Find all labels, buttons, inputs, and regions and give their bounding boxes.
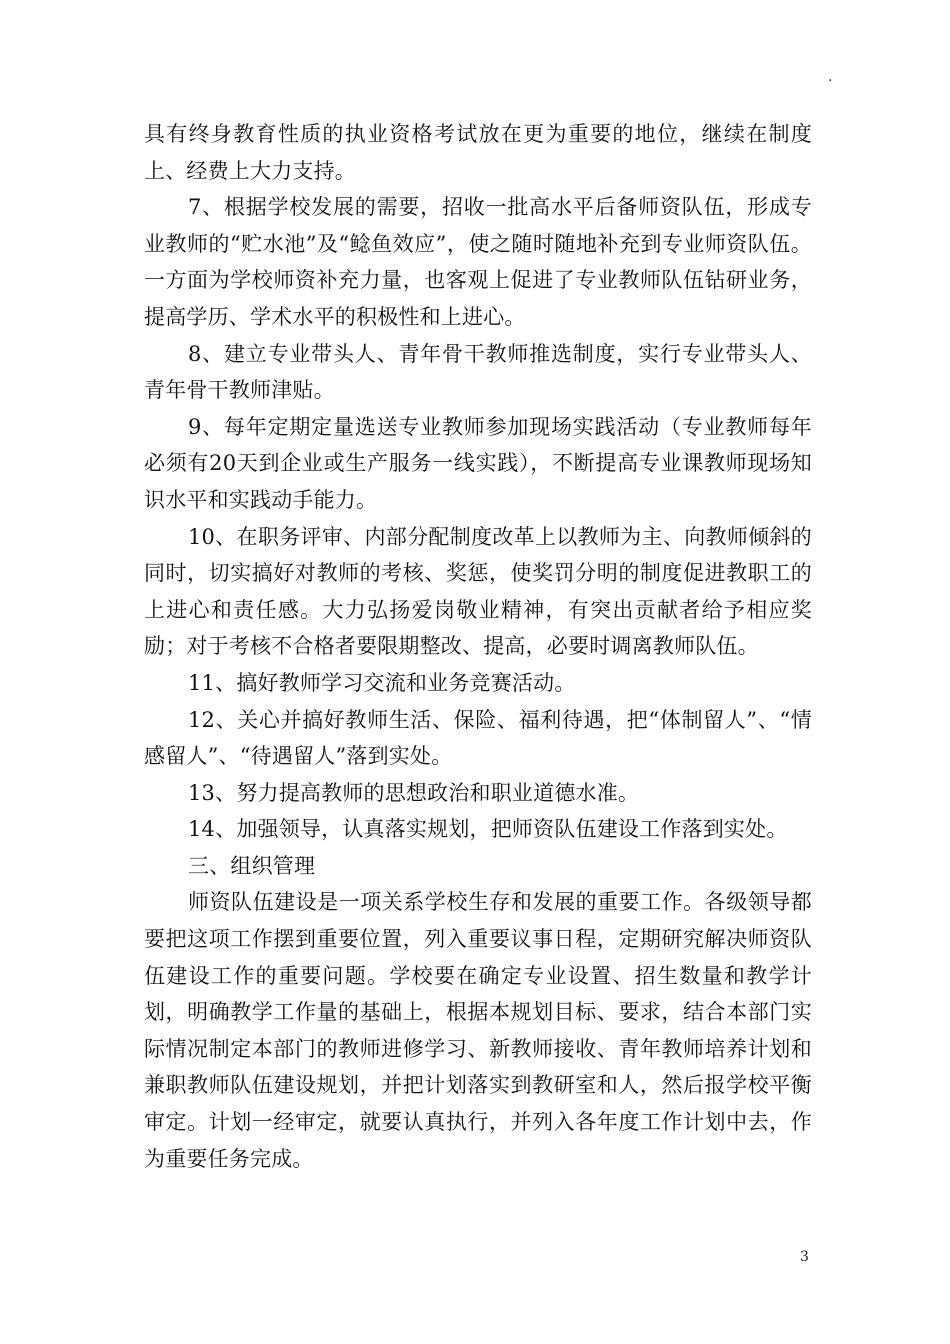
paragraph-item-7: 7、根据学校发展的需要，招收一批高水平后备师资队伍，形成专业教师的“贮水池”及“鲶鱼效应”，使之随时随地补充到专业师资队伍。一方面为学校师资补充力量，也客观上促进了专业教师队伍钻研业务，提高学历、学术水平的积极性和上进心。 <box>144 195 812 329</box>
paragraph-item-14: 14、加强领导，认真落实规划，把师资队伍建设工作落到实处。 <box>188 817 788 842</box>
paragraph-continuation: 具有终身教育性质的执业资格考试放在更为重要的地位，继续在制度上、经费上大力支持。 <box>144 122 812 183</box>
document-body <box>144 116 812 1177</box>
section-heading-organization: 三、组织管理 <box>188 853 316 878</box>
page-number: 3 <box>800 1249 809 1265</box>
paragraph-item-8: 8、建立专业带头人、青年骨干教师推选制度，实行专业带头人、青年骨干教师津贴。 <box>144 341 812 403</box>
paragraph-item-13: 13、努力提高教师的思想政治和职业道德水准。 <box>188 780 640 805</box>
header-mark: . <box>828 69 833 85</box>
paragraph-item-12: 12、关心并搞好教师生活、保险、福利待遇，把“体制留人”、“情感留人”、“待遇留人”落到实处。 <box>144 707 812 769</box>
paragraph-organization-body: 师资队伍建设是一项关系学校生存和发展的重要工作。各级领导都要把这项工作摆到重要位置，列入重要议事日程，定期研究解决师资队伍建设工作的重要问题。学校要在确定专业设置、招生数量和教学计划，明确教学工作量的基础上，根据本规划目标、要求，结合本部门实际情况制定本部门的教师进修学习、新教师接收、青年教师培养计划和兼职教师队伍建设规划，并把计划落实到教研室和人，然后报学校平衡审定。计划一经审定，就要认真执行，并列入各年度工作计划中去，作为重要任务完成。 <box>144 890 812 1171</box>
paragraph-item-10: 10、在职务评审、内部分配制度改革上以教师为主、向教师倾斜的同时，切实搞好对教师的考核、奖惩，使奖罚分明的制度促进教职工的上进心和责任感。大力弘扬爱岗敬业精神，有突出贡献者给予相应奖励；对于考核不合格者要限期整改、提高，必要时调离教师队伍。 <box>144 524 812 659</box>
paragraph-item-9: 9、每年定期定量选送专业教师参加现场实践活动（专业教师每年必须有20天到企业或生产服务一线实践），不断提高专业课教师现场知识水平和实践动手能力。 <box>144 414 812 512</box>
paragraph-item-11: 11、搞好教师学习交流和业务竞赛活动。 <box>188 670 576 695</box>
